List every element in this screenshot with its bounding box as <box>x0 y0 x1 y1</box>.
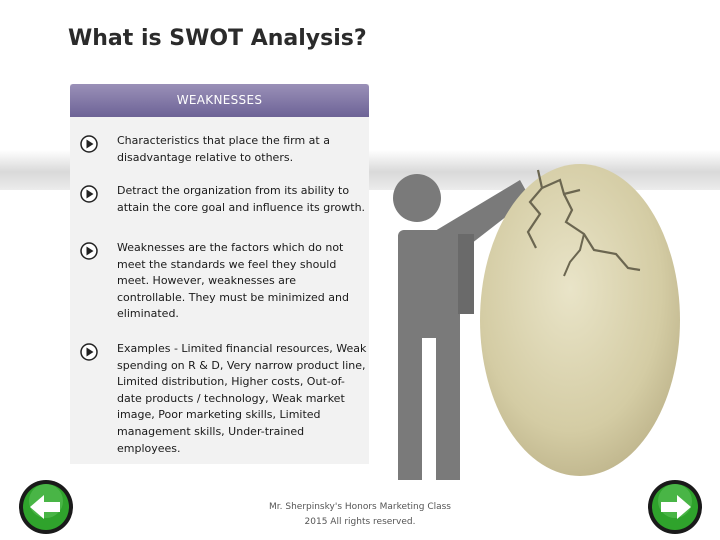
figure-with-cracked-egg-illustration <box>380 150 680 480</box>
forward-button[interactable] <box>647 479 703 535</box>
cracked-egg-icon <box>480 164 680 476</box>
bullet-text: Detract the organization from its ability to attain the core goal and influence its growth. <box>117 184 366 214</box>
footer-line-2: 2015 All rights reserved. <box>304 517 416 527</box>
footer-line-1: Mr. Sherpinsky's Honors Marketing Class <box>269 502 451 512</box>
bullet-text: Weaknesses are the factors which do not meet the standards we feel they should meet. However, weaknesses are controllable. They must be minimized and eliminated. <box>117 241 349 321</box>
bullet-text: Examples - Limited financial resources, Weak spending on R & D, Very narrow product line, Limited distribution, Higher costs, Out-of-date products / technology, Weak market image, Poor marketing skills, Limited management skills, Under-trained employees. <box>117 342 367 455</box>
slide-title: What is SWOT Analysis? <box>68 26 367 51</box>
play-icon <box>80 343 98 361</box>
play-icon <box>80 185 98 203</box>
play-icon <box>80 135 98 153</box>
bullet-text: Characteristics that place the firm at a disadvantage relative to others. <box>117 134 330 164</box>
footer <box>240 500 480 530</box>
weaknesses-panel <box>70 84 369 464</box>
back-button[interactable] <box>18 479 74 535</box>
play-icon <box>80 242 98 260</box>
panel-header: WEAKNESSES <box>70 84 369 117</box>
